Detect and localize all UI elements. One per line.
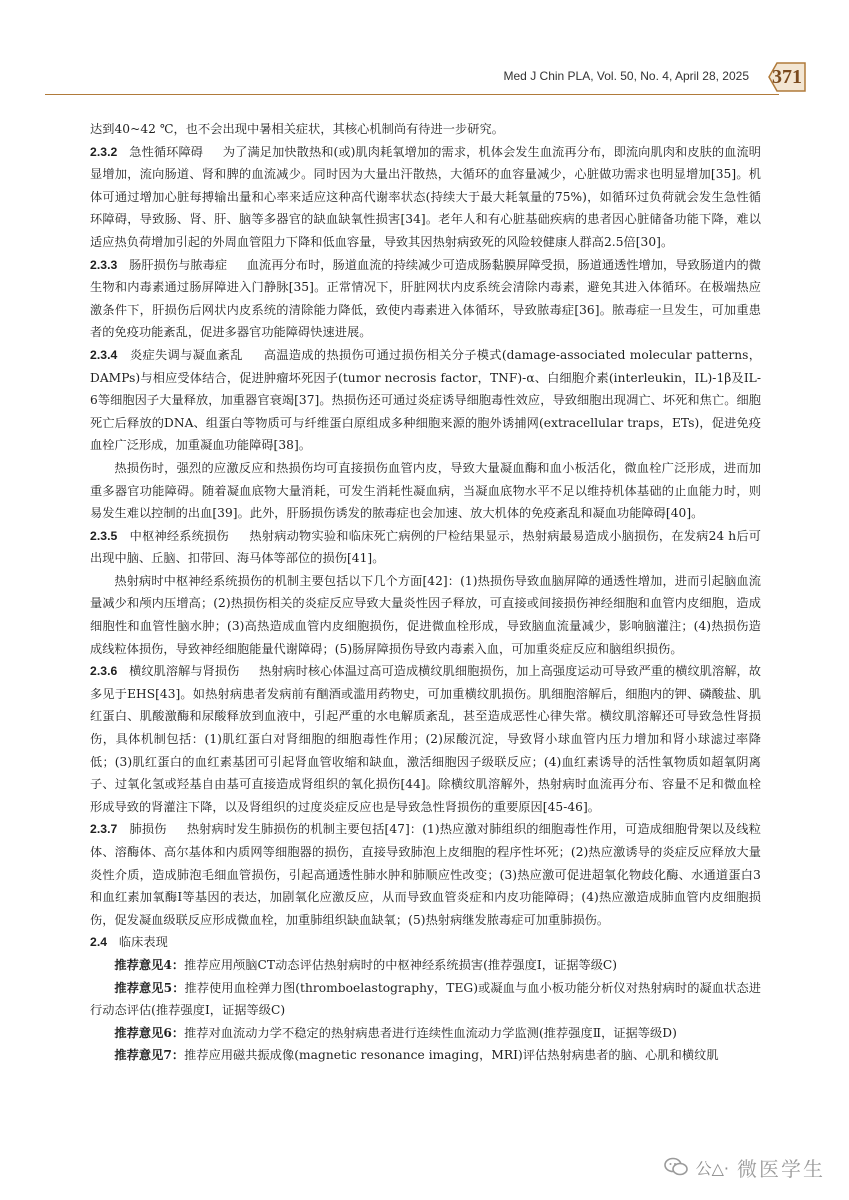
section-title: 肺损伤 <box>129 822 167 837</box>
section-2-3-2 <box>90 141 761 254</box>
section-title: 中枢神经系统损伤 <box>129 528 229 543</box>
section-text: 热射病时核心体温过高可造成横纹肌细胞损伤，加上高强度运动可导致严重的横纹肌溶解，故多见于EHS[43]。如热射病患者发病前有酗酒或滥用药物史，可加重横纹肌损伤。肌细胞溶解后，细胞内的钾、磷酸盐、肌红蛋白、肌酸激酶和尿酸释放到血液中，引起严重的水电解质紊乱，甚至造成恶性心律失常。横纹肌溶解还可导致急性肾损伤，具体机制包括：(1)肌红蛋白对肾细胞的细胞毒性作用；(2)尿酸沉淀，导致肾小球血管内压力增加和肾小球滤过率降低；(3)肌红蛋白的血红素基团可引起肾血管收缩和缺血，激活细胞因子级联反应；(4)血红素诱导的活性氧物质如超氧阴离子、过氧化氢或羟基自由基可直接造成肾组织的氧化损伤[44]。除横纹肌溶解外，热射病时血流再分布、容量不足和微血栓形成导致的肾灌注下降，以及肾组织的过度炎症反应也是导致急性肾损伤的重要原因[45-46]。 <box>90 664 761 814</box>
wechat-icon <box>664 1157 688 1177</box>
recommendation-label: 推荐意见7： <box>114 1048 185 1063</box>
article-body <box>90 118 761 1067</box>
section-2-3-6 <box>90 660 761 818</box>
section-number: 2.3.4 <box>90 347 118 362</box>
section-text: 热射病时发生肺损伤的机制主要包括[47]：(1)热应激对肺组织的细胞毒性作用，可造成细胞骨架以及线粒体、溶酶体、高尔基体和内质网等细胞器的损伤，直接导致肺泡上皮细胞的程序性坏死；(2)热应激诱导的炎症反应释放大量炎性介质，造成肺泡毛细血管损伤，引起高通透性肺水肿和肺顺应性改变；(3)热应激可促进超氧化物歧化酶、水通道蛋白3和血红素加氧酶Ⅰ等基因的表达，加剧氧化应激反应，从而导致血管炎症和内皮功能障碍；(4)热应激造成肺血管内皮细胞损伤，促发凝血级联反应形成微血栓，加重肺组织缺血缺氧；(5)热射病继发脓毒症可加重肺损伤。 <box>90 822 761 927</box>
recommendation-text: 推荐对血流动力学不稳定的热射病患者进行连续性血流动力学监测(推荐强度Ⅱ，证据等级D) <box>184 1025 677 1040</box>
page-number-badge <box>765 60 809 94</box>
recommendation-label: 推荐意见5： <box>114 980 185 995</box>
section-number: 2.3.5 <box>90 528 118 543</box>
section-text: 高温造成的热损伤可通过损伤相关分子模式(damage-associated molecular patterns，DAMPs)与相应受体结合，促进肿瘤坏死因子(tumor necrosis factor，TNF)-α、白细胞介素(interleukin，IL)-1β及IL-6等细胞因子大量释放，加重器官衰竭[37]。热损伤还可通过炎症诱导细胞毒性效应，导致细胞出现凋亡、坏死和焦亡。细胞死亡后释放的DNA、组蛋白等物质可与纤维蛋白原组成多种细胞来源的胞外诱捕网(extracellular traps，ETs)，促进免疫血栓广泛形成，加重凝血功能障碍[38]。 <box>90 347 761 453</box>
section-2-4 <box>90 931 761 954</box>
section-2-3-7 <box>90 818 761 931</box>
section-number: 2.3.6 <box>90 664 118 679</box>
section-text: 血流再分布时，肠道血流的持续减少可造成肠黏膜屏障受损，肠道通透性增加，导致肠道内的微生物和内毒素通过肠屏障进入门静脉[35]。正常情况下，肝脏网状内皮系统会清除内毒素，避免其进入体循环。在极端热应激条件下，肝损伤后网状内皮系统的清除能力降低，致使内毒素进入体循环，导致脓毒症[36]。脓毒症一旦发生，可加重患者的免疫功能紊乱，促进多器官功能障碍快速进展。 <box>90 257 761 340</box>
watermark-brand: 微医学生 <box>737 1156 825 1181</box>
paragraph-intro: 达到40~42 ℃，也不会出现中暑相关症状，其核心机制尚有待进一步研究。 <box>90 122 504 136</box>
section-2-3-3 <box>90 254 761 344</box>
paragraph-coagulation: 热损伤时，强烈的应激反应和热损伤均可直接损伤血管内皮，导致大量凝血酶和血小板活化，微血栓广泛形成，进而加重多器官功能障碍。随着凝血底物大量消耗，可发生消耗性凝血病，当凝血底物水平不足以维持机体基础的止血能力时，则易发生难以控制的出血[39]。此外，肝肠损伤诱发的脓毒症也会加速、放大机体的免疫紊乱和凝血功能障碍[40]。 <box>90 460 761 521</box>
page-header <box>0 60 849 96</box>
section-title: 炎症失调与凝血紊乱 <box>130 347 243 362</box>
section-title: 急性循环障碍 <box>129 144 204 159</box>
page-number: 371 <box>772 65 802 88</box>
section-title: 肠肝损伤与脓毒症 <box>129 257 228 272</box>
recommendation-text: 推荐应用颅脑CT动态评估热射病时的中枢神经系统损害(推荐强度Ⅰ，证据等级C) <box>184 957 618 972</box>
journal-citation: Med J Chin PLA, Vol. 50, No. 4, April 28, 2025 <box>503 69 749 83</box>
wechat-watermark <box>664 1152 825 1182</box>
section-number: 2.3.2 <box>90 144 118 159</box>
section-title: 横纹肌溶解与肾损伤 <box>129 664 240 679</box>
header-rule <box>45 94 779 95</box>
section-title: 临床表现 <box>118 935 168 950</box>
recommendation-7 <box>90 1044 761 1067</box>
recommendation-text: 推荐应用磁共振成像(magnetic resonance imaging，MRI)评估热射病患者的脑、心肌和横纹肌 <box>184 1048 719 1063</box>
recommendation-6 <box>90 1022 761 1045</box>
section-2-3-5 <box>90 525 761 570</box>
section-number: 2.4 <box>90 935 108 950</box>
recommendation-text: 推荐使用血栓弹力图(thromboelastography，TEG)或凝血与血小板功能分析仪对热射病时的凝血状态进行动态评估(推荐强度Ⅰ，证据等级C) <box>90 980 761 1018</box>
recommendation-4 <box>90 954 761 977</box>
section-number: 2.3.7 <box>90 822 118 837</box>
section-text: 为了满足加快散热和(或)肌肉耗氧增加的需求，机体会发生血流再分布，即流向肌肉和皮肤的血流明显增加，流向肠道、肾和脾的血流减少。同时因为大量出汗散热，大循环的血容量减少，心脏做功需求也明显增加[35]。机体可通过增加心脏每搏输出量和心率来适应这种高代谢率状态(持续大于最大耗氧量的75%)，如循环过负荷就会发生急性循环障碍，导致肠、肾、肝、脑等多器官的缺血缺氧性损害[34]。老年人和有心脏基础疾病的患者因心脏储备功能下降，难以适应热负荷增加引起的外周血管阻力下降和低血容量，导致其因热射病致死的风险较健康人群高2.5倍[30]。 <box>90 144 761 249</box>
section-2-3-4 <box>90 344 761 457</box>
section-text: 热射病动物实验和临床死亡病例的尸检结果显示，热射病最易造成小脑损伤，在发病24 h后可出现中脑、丘脑、扣带回、海马体等部位的损伤[41]。 <box>90 528 761 566</box>
recommendation-label: 推荐意见6： <box>114 1025 185 1040</box>
paragraph-cns-mechanism: 热射病时中枢神经系统损伤的机制主要包括以下几个方面[42]：(1)热损伤导致血脑屏障的通透性增加，进而引起脑血流量减少和颅内压增高；(2)热损伤相关的炎症反应导致大量炎性因子释放，可直接或间接损伤神经细胞和血管内皮细胞，造成细胞性和血管性脑水肿；(3)高热造成血管内皮细胞损伤，促进微血栓形成，导致脑血流量减少，影响脑灌注；(4)热损伤造成线粒体损伤，导致神经细胞能量代谢障碍；(5)肠屏障损伤导致内毒素入血，可加重炎症反应和脑组织损伤。 <box>90 573 761 656</box>
recommendation-5 <box>90 977 761 1022</box>
section-number: 2.3.3 <box>90 257 118 272</box>
recommendation-label: 推荐意见4： <box>114 957 185 972</box>
watermark-dots: 公△· <box>695 1158 729 1178</box>
